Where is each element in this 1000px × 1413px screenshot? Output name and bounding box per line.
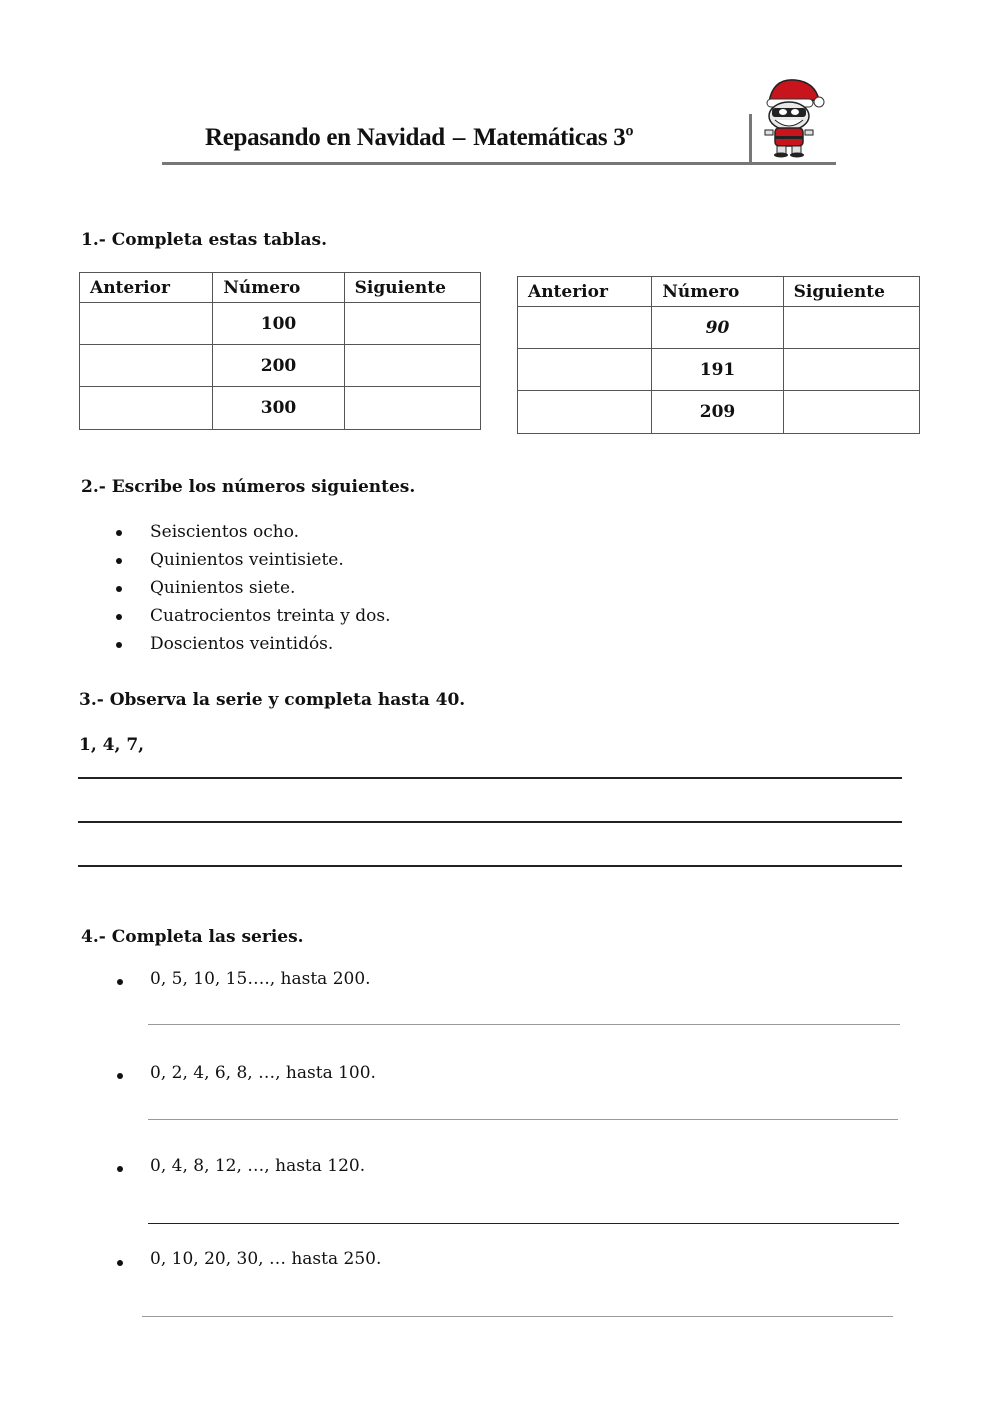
- table-b-cell-numero: 209: [652, 391, 783, 434]
- table-b-cell-numero: 191: [652, 349, 783, 391]
- bullet-icon: [117, 1166, 123, 1172]
- table-b-header-anterior: Anterior: [518, 277, 652, 307]
- santa-ninja-mascot-icon: [755, 72, 825, 158]
- answer-line[interactable]: [78, 821, 902, 823]
- table-b: [517, 276, 920, 434]
- list-item: Cuatrocientos treinta y dos.: [78, 602, 390, 630]
- series-item: 0, 5, 10, 15…., hasta 200.: [150, 969, 371, 989]
- series-item: 0, 2, 4, 6, 8, …, hasta 100.: [150, 1063, 376, 1083]
- table-a: [79, 272, 481, 430]
- list-item: Quinientos veintisiete.: [78, 546, 390, 574]
- answer-line[interactable]: [148, 1119, 898, 1120]
- section2-heading: 2.- Escribe los números siguientes.: [81, 477, 416, 497]
- table-b-cell-siguiente[interactable]: [783, 349, 919, 391]
- list-item: Seiscientos ocho.: [78, 518, 390, 546]
- answer-line[interactable]: [78, 865, 902, 867]
- title-divider: [749, 114, 752, 165]
- table-a-cell-anterior[interactable]: [80, 345, 213, 387]
- section3-heading: 3.- Observa la serie y completa hasta 40.: [79, 690, 466, 710]
- table-b-cell-numero: 90: [652, 307, 783, 349]
- answer-line[interactable]: [78, 777, 902, 779]
- table-a-cell-numero: 300: [213, 387, 344, 430]
- table-b-cell-anterior[interactable]: [518, 307, 652, 349]
- bullet-icon: [117, 979, 123, 985]
- title-separator: –: [452, 124, 466, 151]
- series-item: 0, 10, 20, 30, … hasta 250.: [150, 1249, 382, 1269]
- table-b-cell-anterior[interactable]: [518, 391, 652, 434]
- answer-line[interactable]: [148, 1024, 900, 1025]
- bullet-icon: [117, 1260, 123, 1266]
- table-a-cell-numero: 200: [213, 345, 344, 387]
- title-right: Matemáticas 3º: [473, 124, 634, 151]
- list-item: Doscientos veintidós.: [78, 630, 390, 658]
- table-b-cell-siguiente[interactable]: [783, 391, 919, 434]
- table-a-cell-siguiente[interactable]: [344, 387, 480, 430]
- section4-heading: 4.- Completa las series.: [81, 927, 304, 947]
- table-a-cell-anterior[interactable]: [80, 387, 213, 430]
- bullet-icon: [117, 1073, 123, 1079]
- table-a-header-siguiente: Siguiente: [344, 273, 480, 303]
- list-item: Quinientos siete.: [78, 574, 390, 602]
- page-title: [205, 124, 633, 152]
- title-underline: [162, 162, 836, 165]
- table-a-cell-siguiente[interactable]: [344, 345, 480, 387]
- series-item: 0, 4, 8, 12, …, hasta 120.: [150, 1156, 366, 1176]
- section1-heading: 1.- Completa estas tablas.: [81, 230, 327, 250]
- table-a-header-anterior: Anterior: [80, 273, 213, 303]
- table-b-header-siguiente: Siguiente: [783, 277, 919, 307]
- number-words-list: [78, 518, 390, 658]
- table-a-header-numero: Número: [213, 273, 344, 303]
- answer-line[interactable]: [142, 1316, 893, 1317]
- table-a-cell-anterior[interactable]: [80, 303, 213, 345]
- table-a-cell-siguiente[interactable]: [344, 303, 480, 345]
- series-start: 1, 4, 7,: [79, 735, 145, 755]
- answer-line[interactable]: [148, 1223, 899, 1224]
- table-b-header-numero: Número: [652, 277, 783, 307]
- table-b-cell-siguiente[interactable]: [783, 307, 919, 349]
- table-a-cell-numero: 100: [213, 303, 344, 345]
- table-b-cell-anterior[interactable]: [518, 349, 652, 391]
- title-left: Repasando en Navidad: [205, 124, 445, 151]
